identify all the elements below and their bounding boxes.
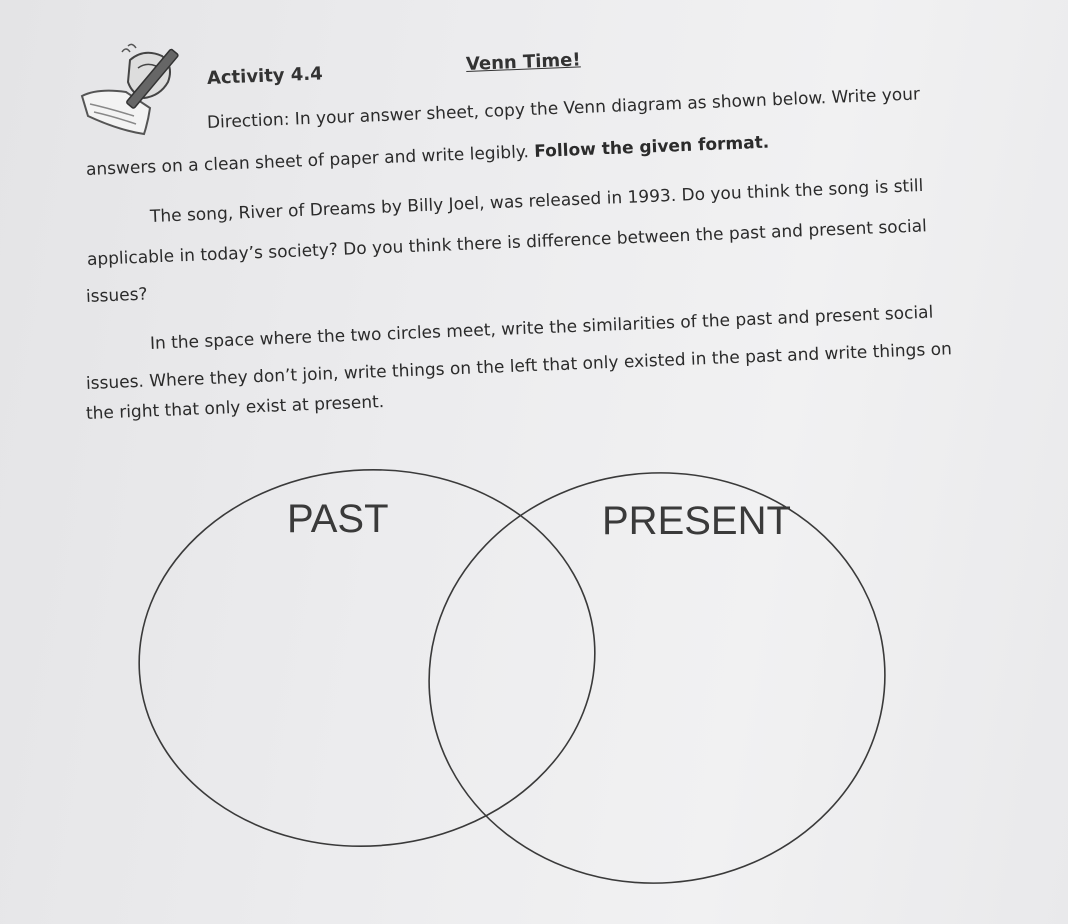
venn-left-label: PAST — [287, 497, 389, 541]
paragraph-2-line-3: the right that only exist at present. — [85, 392, 385, 424]
activity-title: Venn Time! — [465, 49, 582, 75]
paragraph-1-line-2: applicable in today’s society? Do you think there is difference between the past and present social — [86, 216, 928, 270]
paragraph-2-line-1: In the space where the two circles meet, write the similarities of the past and present social — [149, 302, 934, 354]
venn-right-label: PRESENT — [602, 499, 791, 543]
paragraph-1-line-3: issues? — [85, 284, 148, 307]
paragraph-2-line-2: issues. Where they don’t join, write things on the left that only existed in the past and write things on — [85, 339, 953, 394]
paragraph-1-line-1: The song, River of Dreams by Billy Joel, was released in 1993. Do you think the song is still — [149, 175, 924, 227]
direction-emphasis: Follow the given format. — [533, 132, 770, 162]
direction-text: answers on a clean sheet of paper and write legibly. — [85, 142, 530, 180]
activity-label: Activity 4.4 — [206, 63, 324, 89]
direction-line-1: Direction: In your answer sheet, copy the Venn diagram as shown below. Write your — [206, 84, 921, 133]
